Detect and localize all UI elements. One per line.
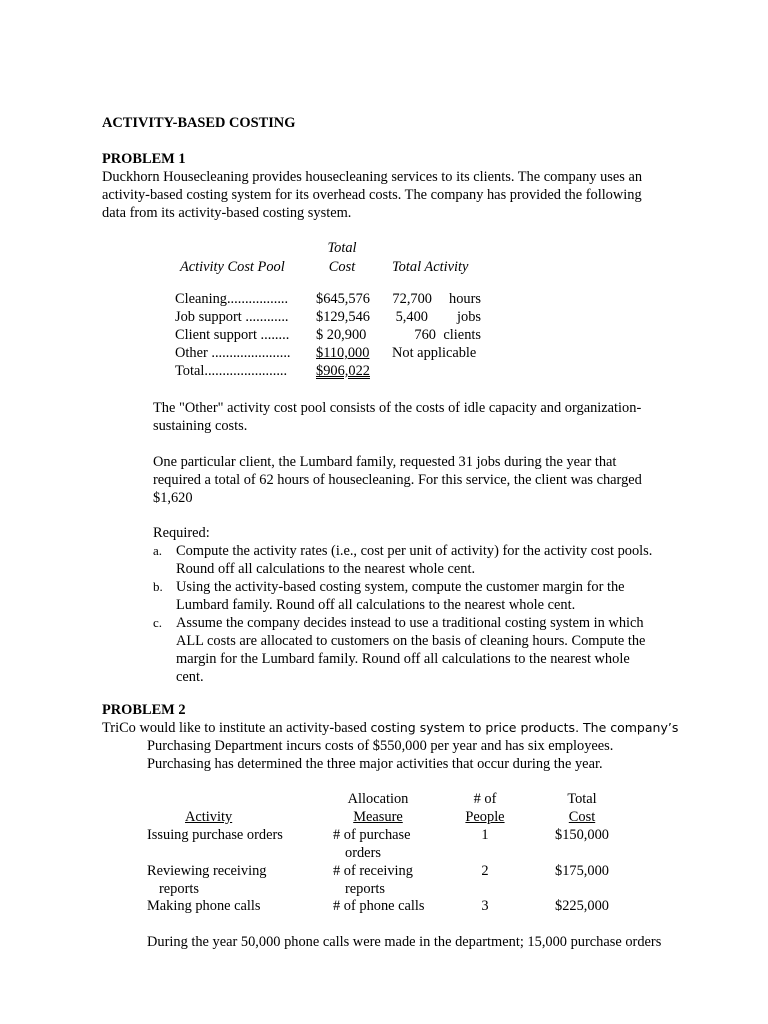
problem-2-title: PROBLEM 2 [102, 702, 186, 718]
table-row-measure: reports [345, 881, 385, 897]
problem-1-intro-line: activity-based costing system for its overhead costs. The company has provided the following [102, 187, 642, 203]
table-row-activity: Issuing purchase orders [147, 827, 283, 843]
table-row-cost: $645,576 [316, 291, 370, 307]
list-marker: c. [153, 615, 163, 630]
required-label: Required: [153, 525, 210, 541]
table-row-activity: Making phone calls [147, 898, 261, 914]
table-row-measure: # of phone calls [333, 898, 425, 914]
table-row-qty: 72,700 [392, 291, 432, 307]
table-row-activity: reports [159, 881, 199, 897]
problem-1-intro-line: data from its activity-based costing system. [102, 205, 352, 221]
people-column-header-top: # of [473, 791, 497, 807]
client-note-line: $1,620 [153, 490, 193, 506]
measure-column-header-bottom: Measure [353, 809, 403, 825]
activity-column-header: Activity [185, 809, 233, 825]
list-item-line: cent. [176, 669, 204, 685]
problem-2-intro-lead: TriCo would like to institute an activity-based [102, 720, 371, 736]
list-item-line: Round off all calculations to the nearest whole cent. [176, 561, 476, 577]
table-row-unit: jobs [457, 309, 481, 325]
table-row-cost: $ 20,900 [316, 327, 367, 343]
problem-2-intro-line: Purchasing Department incurs costs of $550,000 per year and has six employees. [147, 738, 614, 754]
table-row-unit: clients [443, 327, 481, 343]
list-marker: a. [153, 543, 163, 558]
table-row-cost: $175,000 [555, 863, 609, 879]
table-row-qty: Not applicable [392, 345, 477, 361]
table-row-qty: 5,400 [395, 309, 428, 325]
list-item-line: margin for the Lumbard family. Round off all calculations to the nearest whole [176, 651, 630, 667]
table-row-qty: 760 [414, 327, 436, 343]
table-row-people: 2 [481, 863, 489, 879]
table-row-activity: Reviewing receiving [147, 863, 267, 879]
problem-2-intro-line: Purchasing has determined the three major activities that occur during the year. [147, 756, 603, 772]
table-row-unit: hours [449, 291, 481, 307]
table-row-cost: $150,000 [555, 827, 609, 843]
other-note-line: sustaining costs. [153, 418, 248, 434]
problem-1-title: PROBLEM 1 [102, 151, 186, 167]
problem-2-closing-line: During the year 50,000 phone calls were made in the department; 15,000 purchase orders [147, 934, 662, 950]
table-row-pool: Client support ........ [175, 327, 290, 343]
people-column-header-bottom: People [465, 809, 505, 825]
document-heading: ACTIVITY-BASED COSTING [102, 115, 296, 131]
table-row-people: 3 [481, 898, 489, 914]
activity-column-header: Total Activity [392, 259, 469, 275]
client-note-line: required a total of 62 hours of housecleaning. For this service, the client was charged [153, 472, 642, 488]
list-item-line: Assume the company decides instead to use a traditional costing system in which [176, 615, 644, 631]
problem-2-intro-line [102, 719, 678, 737]
table-row-people: 1 [481, 827, 489, 843]
list-item-line: ALL costs are allocated to customers on the basis of cleaning hours. Compute the [176, 633, 646, 649]
table-row-cost: $225,000 [555, 898, 609, 914]
list-item-line: Lumbard family. Round off all calculations to the nearest whole cent. [176, 597, 576, 613]
table-row-pool: Total....................... [175, 363, 288, 379]
list-marker: b. [153, 579, 163, 594]
pool-column-header: Activity Cost Pool [180, 259, 285, 275]
problem-1-intro-line: Duckhorn Housecleaning provides housecleaning services to its clients. The company uses an [102, 169, 643, 185]
table-row-pool: Job support ............ [175, 309, 289, 325]
list-item-line: Compute the activity rates (i.e., cost per unit of activity) for the activity cost pools. [176, 543, 653, 559]
cost-column-header-bottom: Cost [328, 259, 356, 275]
cost-column-header-top: Total [327, 240, 357, 256]
client-note-line: One particular client, the Lumbard family, requested 31 jobs during the year that [153, 454, 617, 470]
table-row-measure: # of purchase [333, 827, 411, 843]
problem-2-intro-sans: costing system to price products. The company’s [370, 720, 679, 735]
cost-column-header-top: Total [567, 791, 597, 807]
list-item-line: Using the activity-based costing system, compute the customer margin for the [176, 579, 625, 595]
cost-column-header-bottom: Cost [568, 809, 596, 825]
table-row-cost: $129,546 [316, 309, 370, 325]
table-row-measure: # of receiving [333, 863, 413, 879]
measure-column-header-top: Allocation [347, 791, 409, 807]
table-row-cost: $906,022 [316, 363, 370, 379]
table-row-cost: $110,000 [316, 345, 370, 361]
other-note-line: The "Other" activity cost pool consists of the costs of idle capacity and organization- [153, 400, 642, 416]
table-row-measure: orders [345, 845, 381, 861]
table-row-pool: Cleaning................. [175, 291, 289, 307]
table-row-pool: Other ...................... [175, 345, 291, 361]
